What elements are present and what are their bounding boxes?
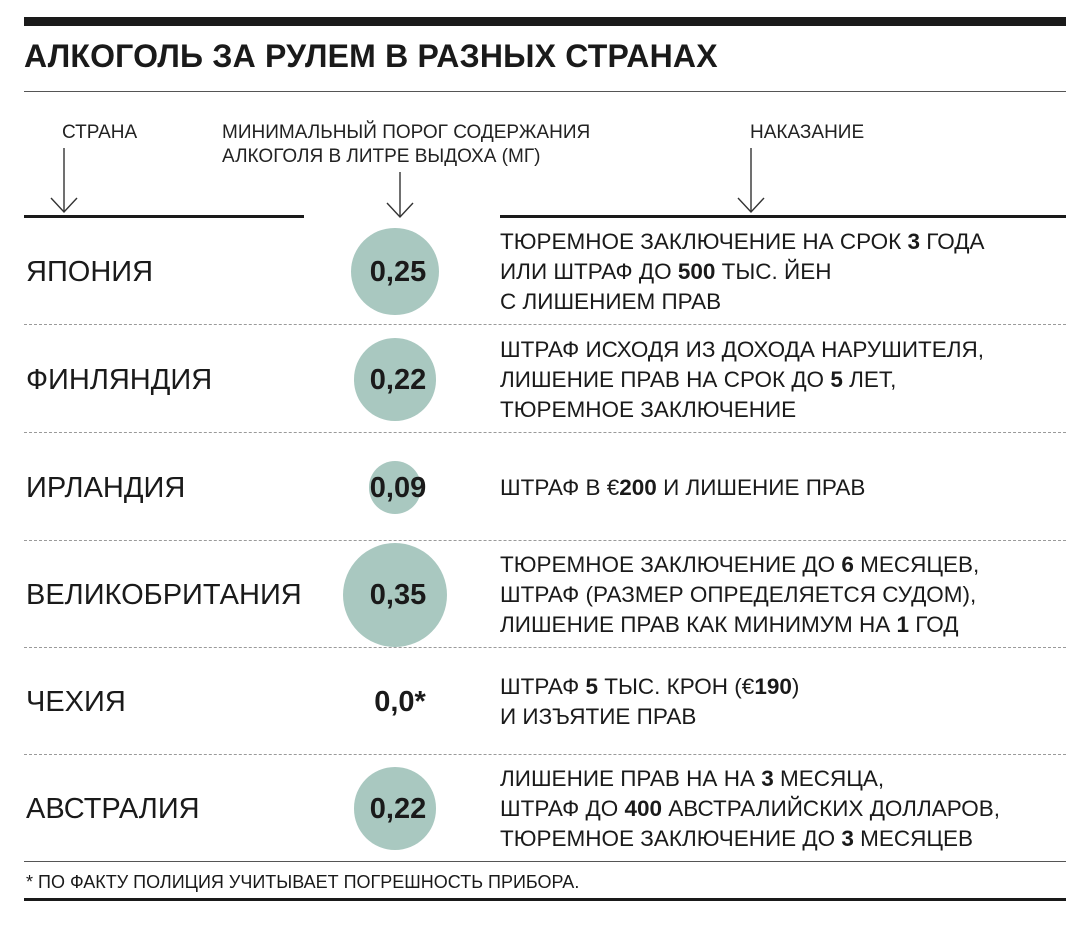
country-arrow-icon	[48, 148, 80, 216]
penalty-line: ТЮРЕМНОЕ ЗАКЛЮЧЕНИЕ ДО 3 МЕСЯЦЕВ	[500, 825, 974, 851]
header-country: СТРАНА	[62, 122, 138, 143]
penalty-line: ШТРАФ В €200 И ЛИШЕНИЕ ПРАВ	[500, 474, 866, 500]
country-name: ЯПОНИЯ	[26, 255, 154, 288]
table-row	[0, 434, 1089, 541]
threshold-value: 0,09	[369, 471, 427, 504]
table-row	[0, 218, 1089, 325]
table-row	[0, 755, 1089, 862]
threshold-value: 0,35	[369, 578, 427, 611]
country-name: ЧЕХИЯ	[26, 685, 126, 718]
threshold-value: 0,22	[369, 792, 427, 825]
penalty-text	[500, 764, 1000, 854]
penalty-line: ТЮРЕМНОЕ ЗАКЛЮЧЕНИЕ	[500, 396, 797, 422]
penalty-text	[500, 672, 799, 732]
page-title: АЛКОГОЛЬ ЗА РУЛЕМ В РАЗНЫХ СТРАНАХ	[24, 38, 718, 74]
row-divider	[24, 432, 1066, 433]
threshold-value: 0,25	[369, 255, 427, 288]
header-threshold: МИНИМАЛЬНЫЙ ПОРОГ СОДЕРЖАНИЯ АЛКОГОЛЯ В ЛИТРЕ ВЫДОХА (МГ)	[222, 122, 591, 167]
penalty-line: ТЮРЕМНОЕ ЗАКЛЮЧЕНИЕ НА СРОК 3 ГОДА	[500, 228, 985, 254]
penalty-line: ИЛИ ШТРАФ ДО 500 ТЫС. ЙЕН	[500, 258, 832, 284]
penalty-line: И ИЗЪЯТИЕ ПРАВ	[500, 703, 697, 729]
footnote: * ПО ФАКТУ ПОЛИЦИЯ УЧИТЫВАЕТ ПОГРЕШНОСТЬ ПРИБОРА.	[26, 872, 580, 892]
table-row	[0, 541, 1089, 648]
penalty-line: ЛИШЕНИЕ ПРАВ НА СРОК ДО 5 ЛЕТ,	[500, 366, 897, 392]
penalty-line: ШТРАФ 5 ТЫС. КРОН (€190)	[500, 673, 800, 699]
footnote-rule	[24, 861, 1066, 862]
bottom-rule	[24, 898, 1066, 901]
table-row	[0, 326, 1089, 433]
threshold-value: 0,22	[369, 363, 427, 396]
penalty-line: ЛИШЕНИЕ ПРАВ КАК МИНИМУМ НА 1 ГОД	[500, 611, 959, 637]
penalty-line: ШТРАФ ДО 400 АВСТРАЛИЙСКИХ ДОЛЛАРОВ,	[500, 795, 1000, 821]
top-rule	[24, 17, 1066, 26]
penalty-text	[500, 227, 984, 317]
country-name: ФИНЛЯНДИЯ	[26, 363, 213, 396]
penalty-line: ЛИШЕНИЕ ПРАВ НА НА 3 МЕСЯЦА,	[500, 765, 885, 791]
country-name: АВСТРАЛИЯ	[26, 792, 200, 825]
penalty-line: С ЛИШЕНИЕМ ПРАВ	[500, 288, 722, 314]
penalty-line: ШТРАФ (РАЗМЕР ОПРЕДЕЛЯЕТСЯ СУДОМ),	[500, 581, 977, 607]
country-name: ИРЛАНДИЯ	[26, 471, 186, 504]
table-row	[0, 648, 1089, 755]
penalty-line: ШТРАФ ИСХОДЯ ИЗ ДОХОДА НАРУШИТЕЛЯ,	[500, 336, 985, 362]
threshold-value: 0,0*	[374, 685, 426, 718]
penalty-line: ТЮРЕМНОЕ ЗАКЛЮЧЕНИЕ ДО 6 МЕСЯЦЕВ,	[500, 551, 980, 577]
country-name: ВЕЛИКОБРИТАНИЯ	[26, 578, 302, 611]
penalty-text	[500, 335, 984, 425]
penalty-text	[500, 473, 865, 503]
penalty-arrow-icon	[735, 148, 767, 216]
threshold-arrow-icon	[384, 172, 416, 220]
row-divider	[24, 324, 1066, 325]
header-penalty: НАКАЗАНИЕ	[750, 122, 865, 143]
title-rule	[24, 91, 1066, 92]
penalty-text	[500, 550, 979, 640]
